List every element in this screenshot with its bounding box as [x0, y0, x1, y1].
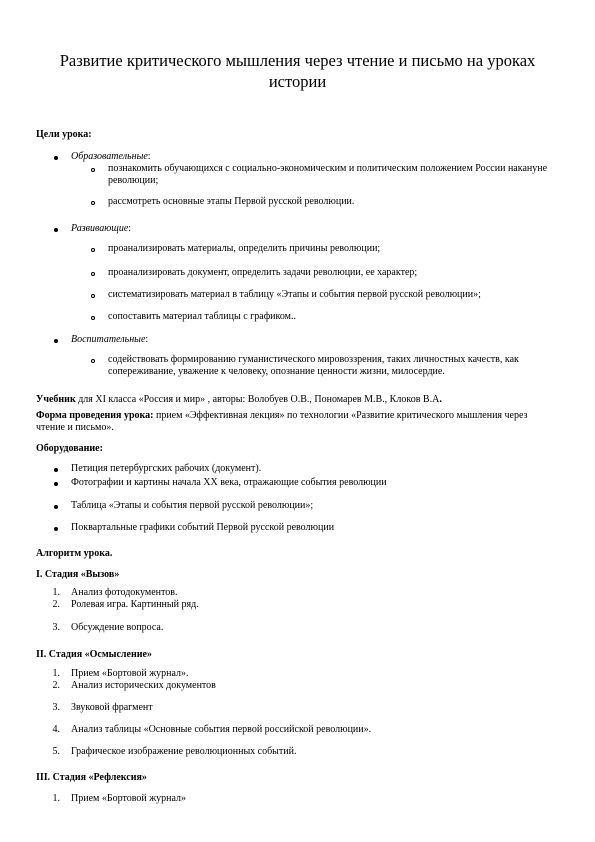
- stage-item: Звуковой фрагмент: [71, 702, 153, 713]
- equipment-item: Поквартальные графики событий Первой русской революции: [71, 522, 335, 533]
- circle-bullet-icon: [91, 272, 95, 276]
- goal-item: сопоставить материал таблицы с графиком..: [108, 311, 297, 322]
- bullet-icon: [54, 228, 58, 232]
- goal-item: познакомить обучающихся с социально-экономическим и политическим положением России накануне революции;: [108, 163, 548, 186]
- circle-bullet-icon: [91, 316, 95, 320]
- stage-1-heading: I. Стадия «Вызов»: [36, 569, 120, 580]
- equipment-item: Таблица «Этапы и события первой русской революции»;: [71, 500, 314, 511]
- goal-item: проанализировать документ, определить задачи революции, ее характер;: [108, 267, 418, 278]
- circle-bullet-icon: [91, 248, 95, 252]
- list-number: 1.: [52, 668, 60, 679]
- goal-item: систематизировать материал в таблицу «Этапы и события первой русской революции»;: [108, 289, 481, 300]
- list-number: 3.: [52, 622, 60, 633]
- stage-item: Анализ исторических документов: [71, 680, 216, 691]
- circle-bullet-icon: [91, 359, 95, 363]
- goal-item: содействовать формированию гуманистического мировоззрения, таких личностных качеств, как сопереживание, уважение к человеку, опознание ценности жизни, милосердие.: [108, 354, 519, 377]
- bullet-icon: [54, 339, 58, 343]
- list-number: 5.: [52, 746, 60, 757]
- stage-item: Обсуждение вопроса.: [71, 622, 164, 633]
- goal-item: проанализировать материалы, определить причины революции;: [108, 243, 381, 254]
- educational-label: Образовательные:: [71, 151, 151, 162]
- equipment-item: Фотографии и картины начала XX века, отражающие события революции: [71, 477, 387, 488]
- list-number: 1.: [52, 793, 60, 804]
- equipment-heading: Оборудование:: [36, 443, 103, 454]
- circle-bullet-icon: [91, 294, 95, 298]
- stage-item: Графическое изображение революционных событий.: [71, 746, 297, 757]
- equipment-item: Петиция петербургских рабочих (документ).: [71, 463, 262, 474]
- bullet-icon: [54, 505, 58, 509]
- list-number: 1.: [52, 587, 60, 598]
- developing-label: Развивающие:: [71, 223, 132, 234]
- list-number: 3.: [52, 702, 60, 713]
- upbringing-label: Воспитательные:: [71, 334, 149, 345]
- bullet-icon: [54, 527, 58, 531]
- stage-3-heading: III. Стадия «Рефлексия»: [36, 772, 147, 783]
- stage-item: Прием «Бортовой журнал»: [71, 793, 186, 804]
- stage-item: Ролевая игра. Картинный ряд.: [71, 599, 199, 610]
- stage-2-heading: II. Стадия «Осмысление»: [36, 649, 152, 660]
- stage-item: Анализ таблицы «Основные события первой российской революции».: [71, 724, 372, 735]
- textbook-line: Учебник для XI класса «Россия и мир» , авторы: Волобуев О.В., Пономарев М.В., Клоков В.А.: [36, 394, 442, 405]
- bullet-icon: [54, 156, 58, 160]
- stage-item: Прием «Бортовой журнал».: [71, 668, 189, 679]
- bullet-icon: [54, 482, 58, 486]
- circle-bullet-icon: [91, 201, 95, 205]
- list-number: 4.: [52, 724, 60, 735]
- lesson-form: Форма проведения урока: прием «Эффективная лекция» по технологии «Развитие критического мышления через чтение и письмо».: [36, 410, 528, 433]
- page-title: Развитие критического мышления через чтение и письмо на уроках истории: [59, 51, 536, 91]
- list-number: 2.: [52, 680, 60, 691]
- goal-item: рассмотреть основные этапы Первой русской революции.: [108, 196, 355, 207]
- circle-bullet-icon: [91, 168, 95, 172]
- goals-heading: Цели урока:: [36, 129, 92, 140]
- stage-item: Анализ фотодокументов.: [71, 587, 178, 598]
- algorithm-heading: Алгоритм урока.: [36, 548, 113, 559]
- list-number: 2.: [52, 599, 60, 610]
- bullet-icon: [54, 468, 58, 472]
